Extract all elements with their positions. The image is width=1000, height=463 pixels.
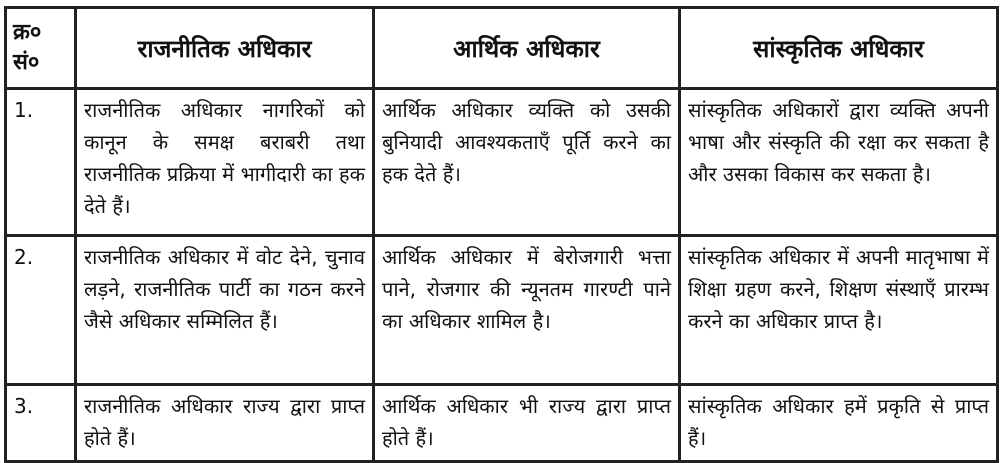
table-row <box>6 236 998 385</box>
cultural-rights-cell: सांस्कृतिक अधिकार में अपनी मातृभाषा में शिक्षा ग्रहण करने, शिक्षण संस्थाएँ प्रारम्भ करने का अधिकार प्राप्त है। <box>680 236 998 385</box>
header-cultural-rights: सांस्कृतिक अधिकार <box>680 8 998 89</box>
row-number: 1. <box>6 89 76 236</box>
political-rights-cell: राजनीतिक अधिकार में वोट देने, चुनाव लड़ने, राजनीतिक पार्टी का गठन करने जैसे अधिकार सम्मिलित हैं। <box>76 236 374 385</box>
political-rights-cell: राजनीतिक अधिकार नागरिकों को कानून के समक्ष बराबरी तथा राजनीतिक प्रक्रिया में भागीदारी का हक देते हैं। <box>76 89 374 236</box>
header-serial-number: क्र० सं० <box>6 8 76 89</box>
header-political-rights: राजनीतिक अधिकार <box>76 8 374 89</box>
row-number: 2. <box>6 236 76 385</box>
table-row <box>6 89 998 236</box>
economic-rights-cell: आर्थिक अधिकार व्यक्ति को उसकी बुनियादी आवश्यकताएँ पूर्ति करने का हक देते हैं। <box>374 89 680 236</box>
economic-rights-cell: आर्थिक अधिकार में बेरोजगारी भत्ता पाने, रोजगार की न्यूनतम गारण्टी पाने का अधिकार शामिल है। <box>374 236 680 385</box>
table-row <box>6 385 998 462</box>
economic-rights-cell: आर्थिक अधिकार भी राज्य द्वारा प्राप्त होते हैं। <box>374 385 680 462</box>
table-header-row <box>6 8 998 89</box>
cultural-rights-cell: सांस्कृतिक अधिकार हमें प्रकृति से प्राप्त हैं। <box>680 385 998 462</box>
rights-comparison-table <box>4 6 999 463</box>
cultural-rights-cell: सांस्कृतिक अधिकारों द्वारा व्यक्ति अपनी भाषा और संस्कृति की रक्षा कर सकता है और उसका विकास कर सकता है। <box>680 89 998 236</box>
political-rights-cell: राजनीतिक अधिकार राज्य द्वारा प्राप्त होते हैं। <box>76 385 374 462</box>
row-number: 3. <box>6 385 76 462</box>
header-economic-rights: आर्थिक अधिकार <box>374 8 680 89</box>
